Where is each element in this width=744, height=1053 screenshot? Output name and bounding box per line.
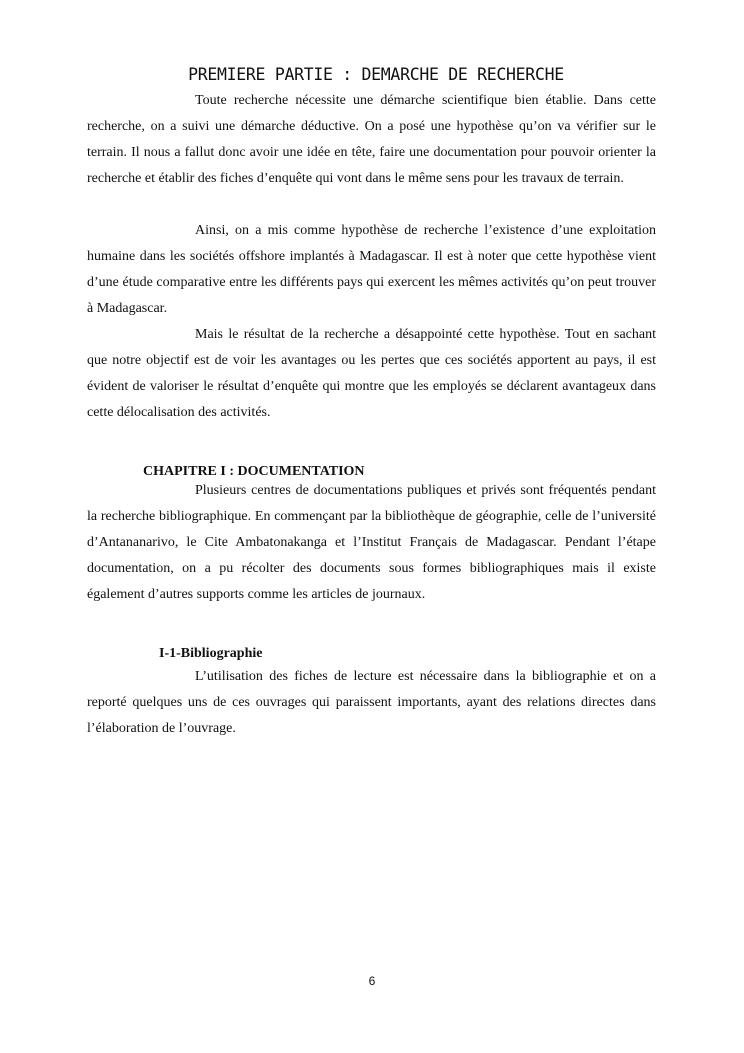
- section-heading: I-1-Bibliographie: [159, 646, 263, 661]
- chapter-paragraph-1: Plusieurs centres de documentations publiques et privés sont fréquentés pendant la recherche bibliographique. En commençant par la bibliothèque de géographie, celle de l’université d’Antananarivo, le Cite Ambatonakanga et l’Institut Français de Madagascar. Pendant l’étape documentation, on a pu récolter des documents sous formes bibliographiques mais il existe également d’autres supports comme les articles de journaux.: [87, 483, 656, 602]
- page-number: 6: [368, 974, 376, 988]
- intro-paragraph-3: Mais le résultat de la recherche a désappointé cette hypothèse. Tout en sachant que notre objectif est de voir les avantages ou les pertes que ces sociétés apportent au pays, il est évident de valoriser le résultat d’enquête qui montre que les employés se déclarent avantageux dans cette délocalisation des activités.: [87, 327, 656, 420]
- section-paragraph-1: L’utilisation des fiches de lecture est nécessaire dans la bibliographie et on a reporté quelques uns de ces ouvrages qui paraissent importants, ayant des relations directes dans l’élaboration de l’ouvrage.: [87, 669, 656, 736]
- intro-paragraph-1: Toute recherche nécessite une démarche scientifique bien établie. Dans cette recherche, on a suivi une démarche déductive. On a posé une hypothèse qu’on va vérifier sur le terrain. Il nous a fallut donc avoir une idée en tête, faire une documentation pour pouvoir orienter la recherche et établir des fiches d’enquête qui vont dans le même sens pour les travaux de terrain.: [87, 93, 656, 186]
- chapter-heading: CHAPITRE I : DOCUMENTATION: [143, 464, 365, 479]
- intro-paragraph-2: Ainsi, on a mis comme hypothèse de recherche l’existence d’une exploitation humaine dans les sociétés offshore implantés à Madagascar. Il est à noter que cette hypothèse vient d’une étude comparative entre les différents pays qui exercent les mêmes activités qu’on peut trouver à Madagascar.: [87, 223, 656, 316]
- page-title: PREMIERE PARTIE : DEMARCHE DE RECHERCHE: [188, 65, 564, 84]
